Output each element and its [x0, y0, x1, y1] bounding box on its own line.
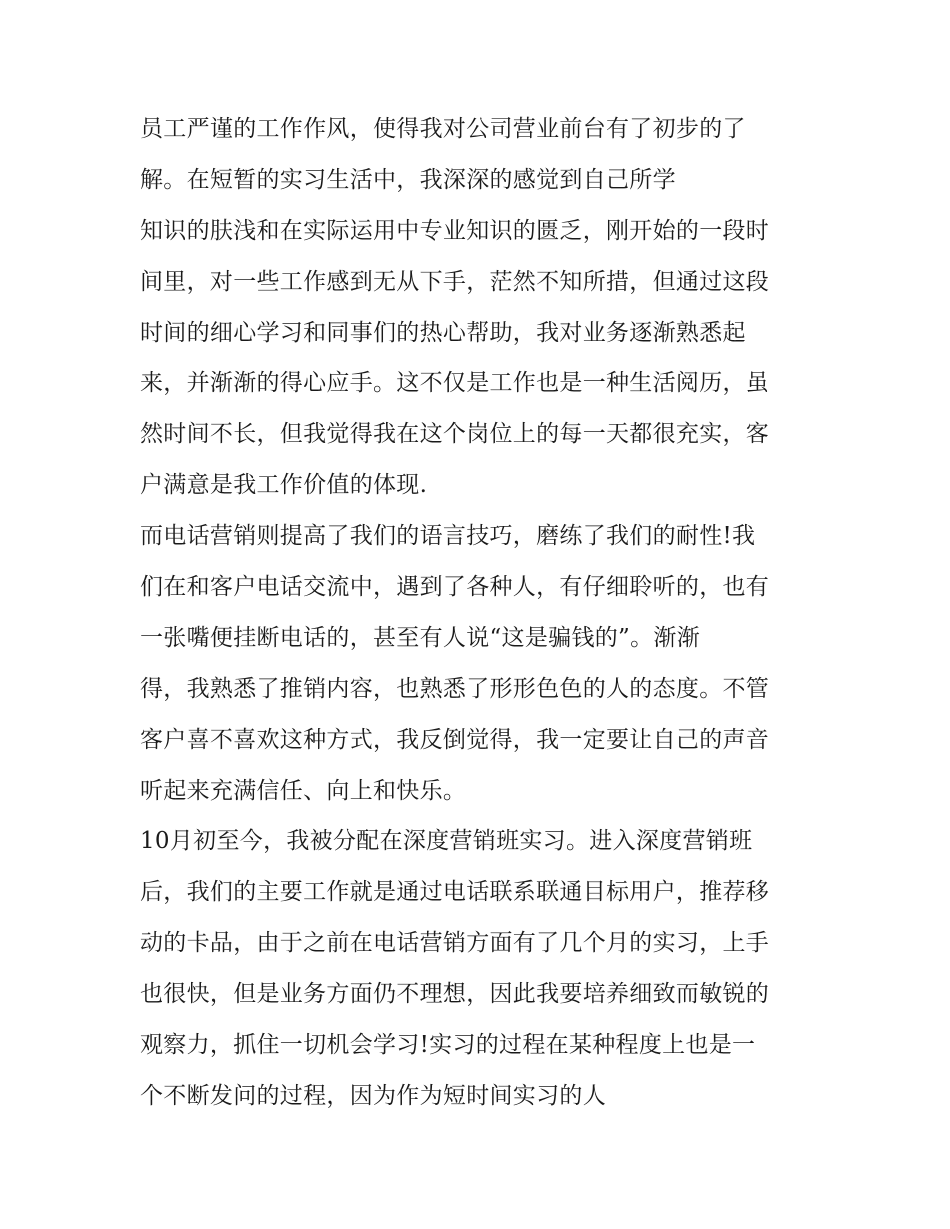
text-line: 然时间不长，但我觉得我在这个岗位上的每一天都很充实，客: [140, 421, 770, 448]
text-line: 也很快，但是业务方面仍不理想，因此我要培养细致而敏锐的: [140, 981, 770, 1008]
text-line: 们在和客户电话交流中，遇到了各种人，有仔细聆听的，也有: [140, 574, 770, 601]
text-line: 而电话营销则提高了我们的语言技巧，磨练了我们的耐性!我: [140, 523, 756, 550]
text-line: 户满意是我工作价值的体现.: [140, 472, 428, 499]
text-line: 个不断发问的过程，因为作为短时间实习的人: [140, 1082, 606, 1109]
text-line: 客户喜不喜欢这种方式，我反倒觉得，我一定要让自己的声音: [140, 726, 770, 753]
text-line: 得，我熟悉了推销内容，也熟悉了形形色色的人的态度。不管: [140, 675, 770, 702]
text-line: 时间的细心学习和同事们的热心帮助，我对业务逐渐熟悉起: [140, 319, 746, 346]
text-line: 间里，对一些工作感到无从下手，茫然不知所措，但通过这段: [140, 268, 770, 295]
text-line: 听起来充满信任、向上和快乐。: [140, 777, 467, 804]
text-line: 动的卡品，由于之前在电话营销方面有了几个月的实习，上手: [140, 930, 770, 957]
text-line: 观察力，抓住一切机会学习!实习的过程在某种程度上也是一: [140, 1032, 756, 1059]
text-line: 一张嘴便挂断电话的，甚至有人说“这是骗钱的”。渐渐: [140, 624, 701, 651]
text-line: 解。在短暂的实习生活中，我深深的感觉到自己所学: [140, 166, 676, 193]
text-line: 员工严谨的工作作风，使得我对公司营业前台有了初步的了: [140, 116, 746, 142]
body-text: [140, 104, 830, 1122]
text-line: 来，并渐渐的得心应手。这不仅是工作也是一种生活阅历，虽: [140, 370, 770, 397]
text-line: 10月初至今，我被分配在深度营销班实习。进入深度营销班: [140, 828, 753, 855]
text-line: 知识的肤浅和在实际运用中专业知识的匮乏，刚开始的一段时: [140, 217, 770, 244]
text-line: 后，我们的主要工作就是通过电话联系联通目标用户，推荐移: [140, 879, 770, 906]
